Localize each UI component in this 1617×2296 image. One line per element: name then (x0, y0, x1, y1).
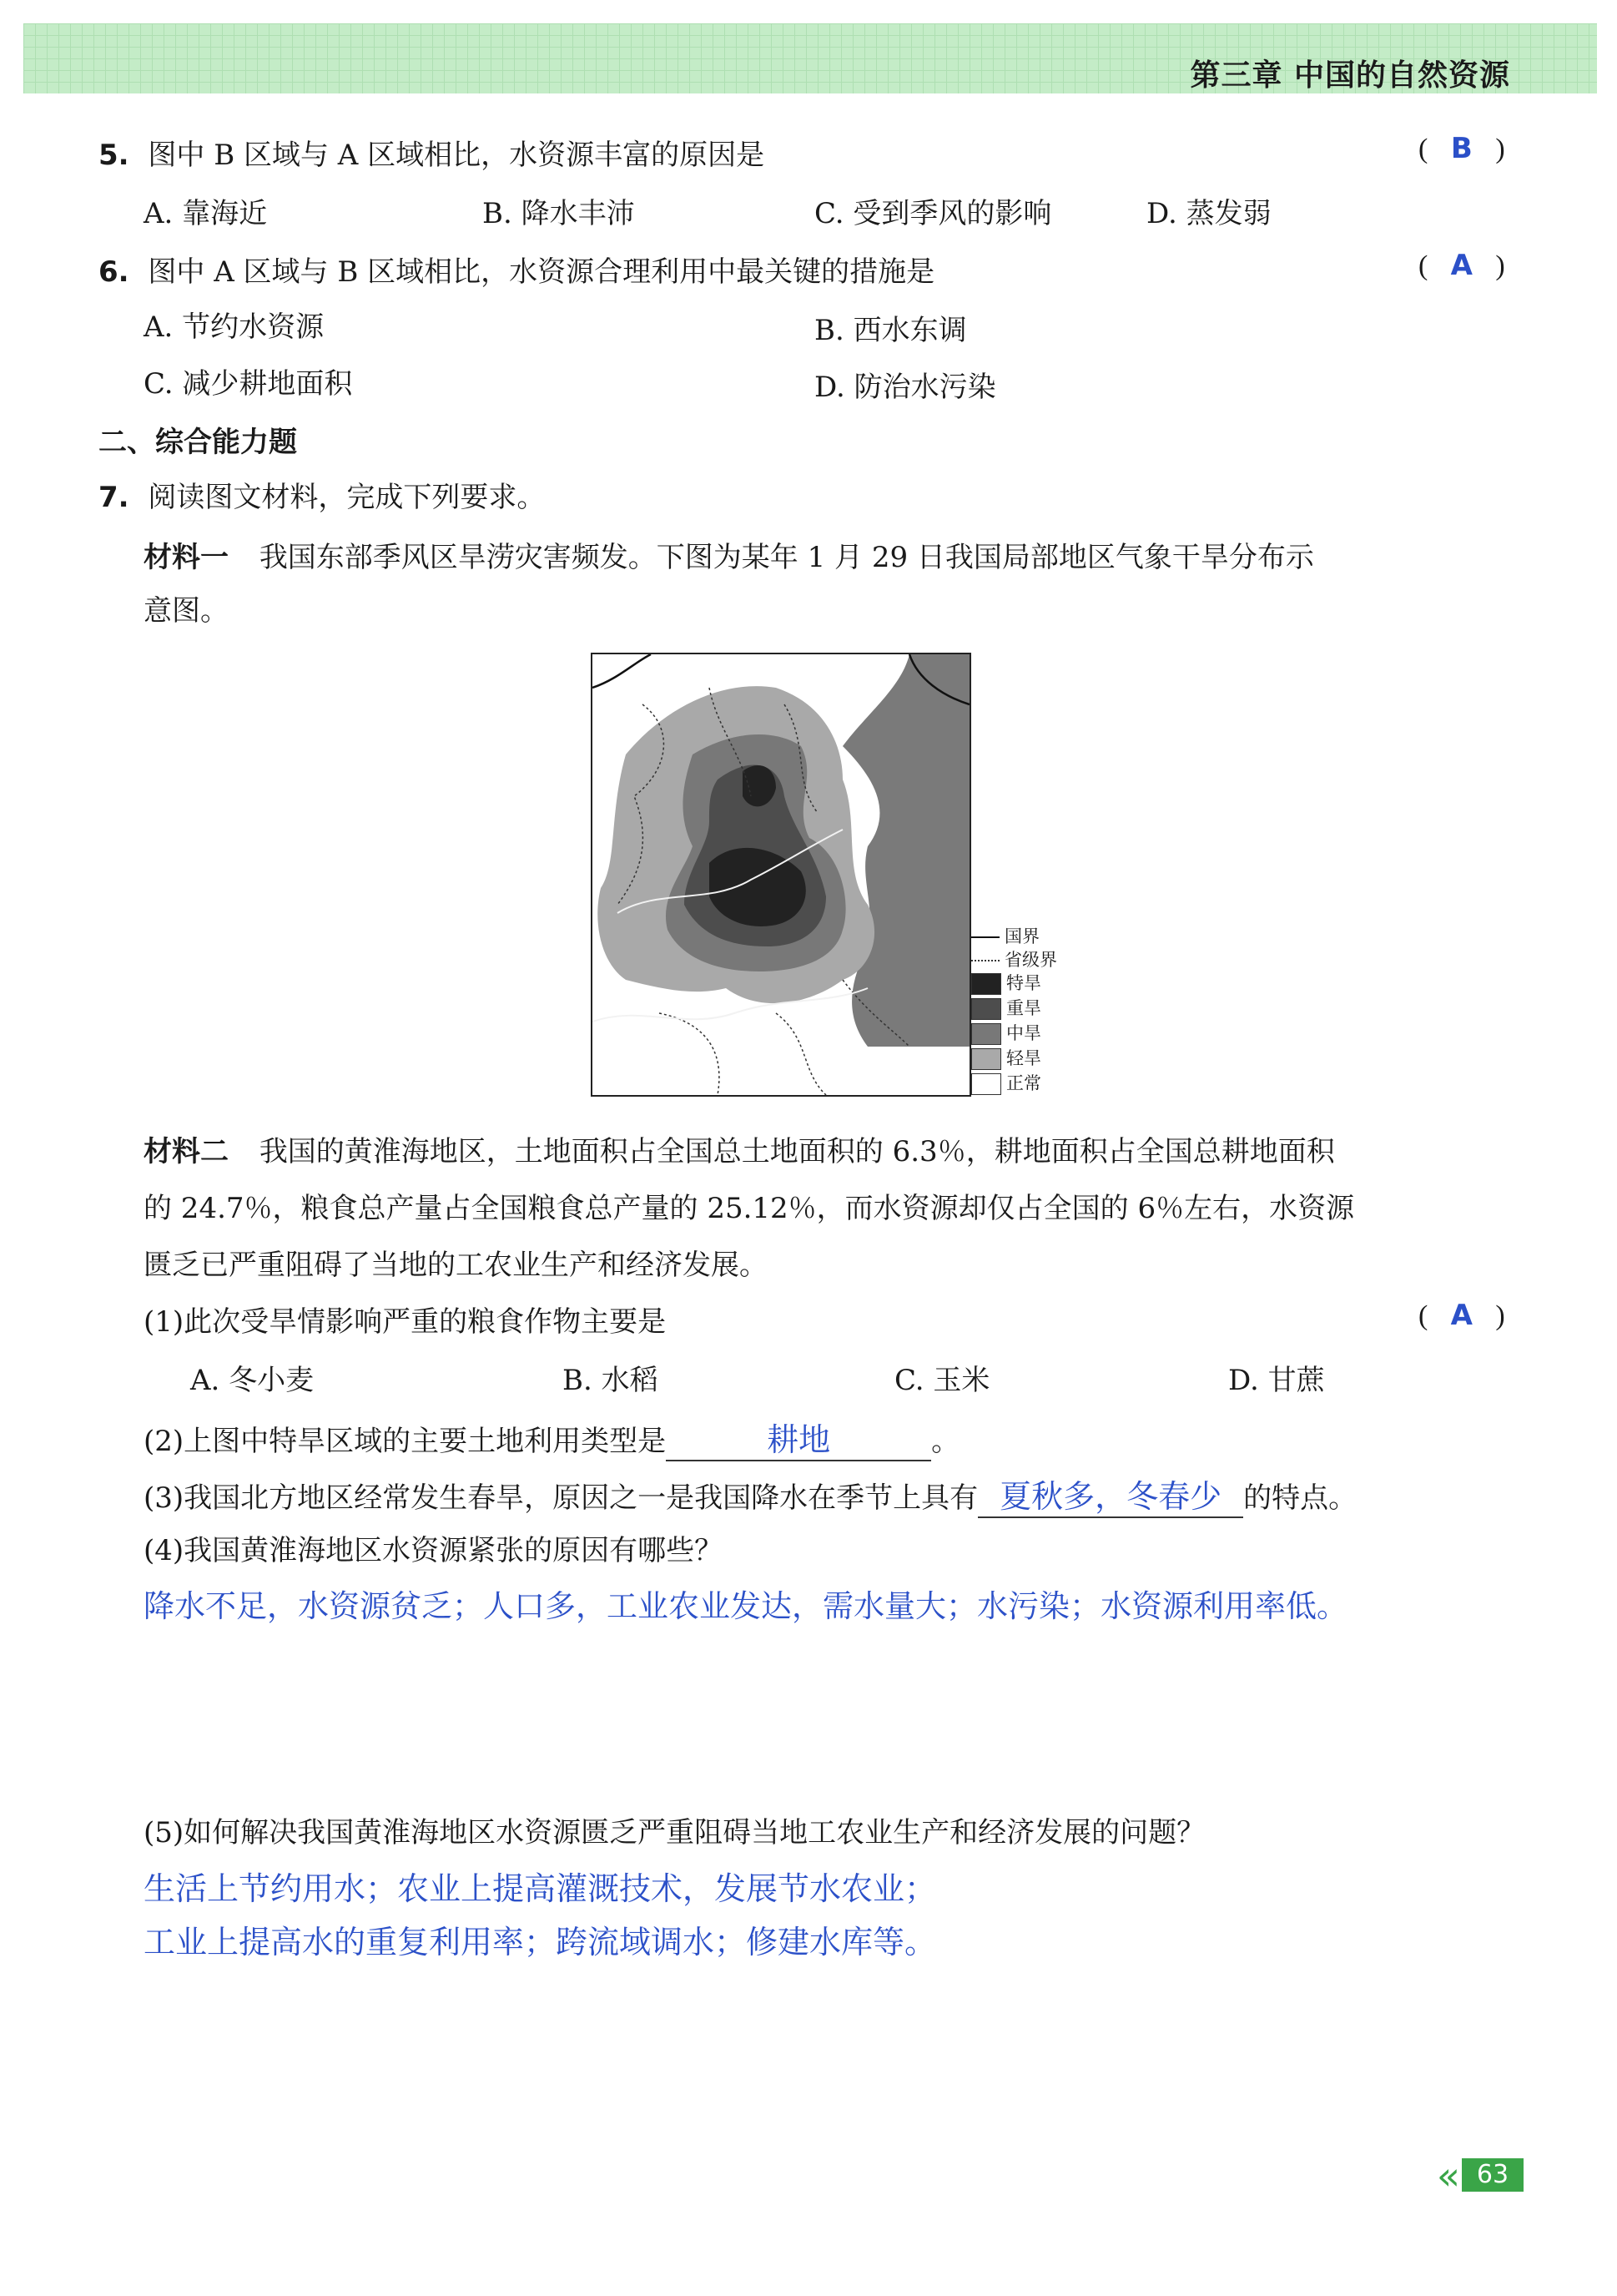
legend-item-provincial-border: 省级界 (971, 946, 1057, 971)
handwritten-answer: 耕地 (767, 1421, 831, 1458)
material-label: 材料一 (144, 541, 229, 574)
option: C. 受到季风的影响 (814, 197, 1052, 230)
page-number: 63 (1462, 2158, 1524, 2192)
option: B. 水稻 (562, 1364, 658, 1397)
option: D. 蒸发弱 (1146, 197, 1272, 230)
option: B. 西水东调 (814, 314, 967, 347)
handwritten-answer: 降水不足，水资源贫乏；人口多，工业农业发达，需水量大；水污染；水资源利用率低。 (144, 1588, 1348, 1624)
question-number: 6. (98, 255, 129, 289)
material-1 (144, 534, 1314, 575)
sub-question-2: (2)上图中特旱区域的主要土地利用类型是 耕地 。 (144, 1414, 960, 1461)
answer-bracket-7-1: ( A ) (1418, 1299, 1505, 1332)
legend-item-national-border: 国界 (971, 923, 1040, 948)
legend-item-medium: 中旱 (971, 1020, 1041, 1045)
extreme-drought-swatch (971, 973, 1001, 995)
answer-bracket-6: ( A ) (1418, 249, 1505, 282)
option: C. 减少耕地面积 (144, 367, 353, 401)
material-text: 匮乏已严重阻碍了当地的工农业生产和经济发展。 (144, 1249, 768, 1282)
question-6 (98, 249, 934, 290)
sub-question-5: (5)如何解决我国黄淮海地区水资源匮乏严重阻碍当地工农业生产和经济发展的问题？ (144, 1816, 1206, 1849)
option: C. 玉米 (894, 1364, 990, 1397)
legend-item-extreme: 特旱 (971, 970, 1041, 995)
drought-map-drawing (592, 654, 970, 1095)
drought-map (591, 653, 971, 1097)
medium-drought-swatch (971, 1023, 1001, 1045)
sub-question-4: (4)我国黄淮海地区水资源紧张的原因有哪些？ (144, 1534, 723, 1567)
answer-blank (666, 1414, 931, 1461)
question-7 (98, 474, 545, 515)
material-2 (144, 1128, 1335, 1169)
material-text: 的 24.7％，粮食总产量占全国粮食总产量的 25.12％，而水资源却仅占全国的 6％左右，水资源 (144, 1192, 1355, 1225)
handwritten-answer: 生活上节约用水；农业上提高灌溉技术，发展节水农业； (144, 1870, 937, 1907)
sea-area (843, 654, 970, 1047)
answer-choice: A (1450, 249, 1473, 282)
option: A. 冬小麦 (190, 1364, 315, 1397)
question-number: 5. (98, 139, 129, 172)
provincial-border-swatch (971, 960, 1000, 961)
national-border-swatch (971, 936, 1000, 938)
legend-item-light: 轻旱 (971, 1045, 1041, 1070)
sub-question-1: (1)此次受旱情影响严重的粮食作物主要是 (144, 1305, 667, 1339)
option: D. 防治水污染 (814, 371, 996, 404)
option: B. 降水丰沛 (482, 197, 635, 230)
option: A. 节约水资源 (144, 310, 325, 344)
material-text: 意图。 (144, 594, 229, 628)
light-drought-swatch (971, 1048, 1001, 1070)
question-5 (98, 132, 764, 173)
page-arrow-icon: « (1436, 2153, 1460, 2198)
legend-item-heavy: 重旱 (971, 995, 1041, 1020)
option: A. 靠海近 (144, 197, 268, 230)
material-label: 材料二 (144, 1135, 229, 1168)
question-stem: 阅读图文材料，完成下列要求。 (148, 481, 546, 514)
question-stem: 图中 B 区域与 A 区域相比，水资源丰富的原因是 (148, 139, 765, 172)
heavy-drought-swatch (971, 998, 1001, 1020)
answer-blank (978, 1471, 1243, 1518)
river (592, 988, 868, 1022)
answer-choice: A (1450, 1299, 1473, 1332)
question-stem: 图中 A 区域与 B 区域相比，水资源合理利用中最关键的措施是 (148, 255, 935, 289)
answer-choice: B (1450, 132, 1473, 165)
answer-bracket-5: ( B ) (1418, 132, 1505, 165)
chapter-title: 第三章 中国的自然资源 (1190, 58, 1510, 93)
section-title: 二、综合能力题 (98, 426, 297, 459)
handwritten-answer: 工业上提高水的重复利用率；跨流域调水；修建水库等。 (144, 1924, 937, 1960)
question-number: 7. (98, 481, 129, 514)
legend-item-normal: 正常 (971, 1070, 1041, 1095)
sub-question-3: (3)我国北方地区经常发生春旱，原因之一是我国降水在季节上具有 夏秋多，冬春少 的特点。 (144, 1471, 1357, 1518)
material-text: 我国东部季风区旱涝灾害频发。下图为某年 1 月 29 日我国局部地区气象干旱分布示 (259, 541, 1314, 574)
handwritten-answer: 夏秋多，冬春少 (1000, 1478, 1222, 1515)
normal-swatch (971, 1073, 1001, 1095)
material-text: 我国的黄淮海地区，土地面积占全国总土地面积的 6.3％，耕地面积占全国总耕地面积 (259, 1135, 1335, 1168)
option: D. 甘蔗 (1228, 1364, 1325, 1397)
